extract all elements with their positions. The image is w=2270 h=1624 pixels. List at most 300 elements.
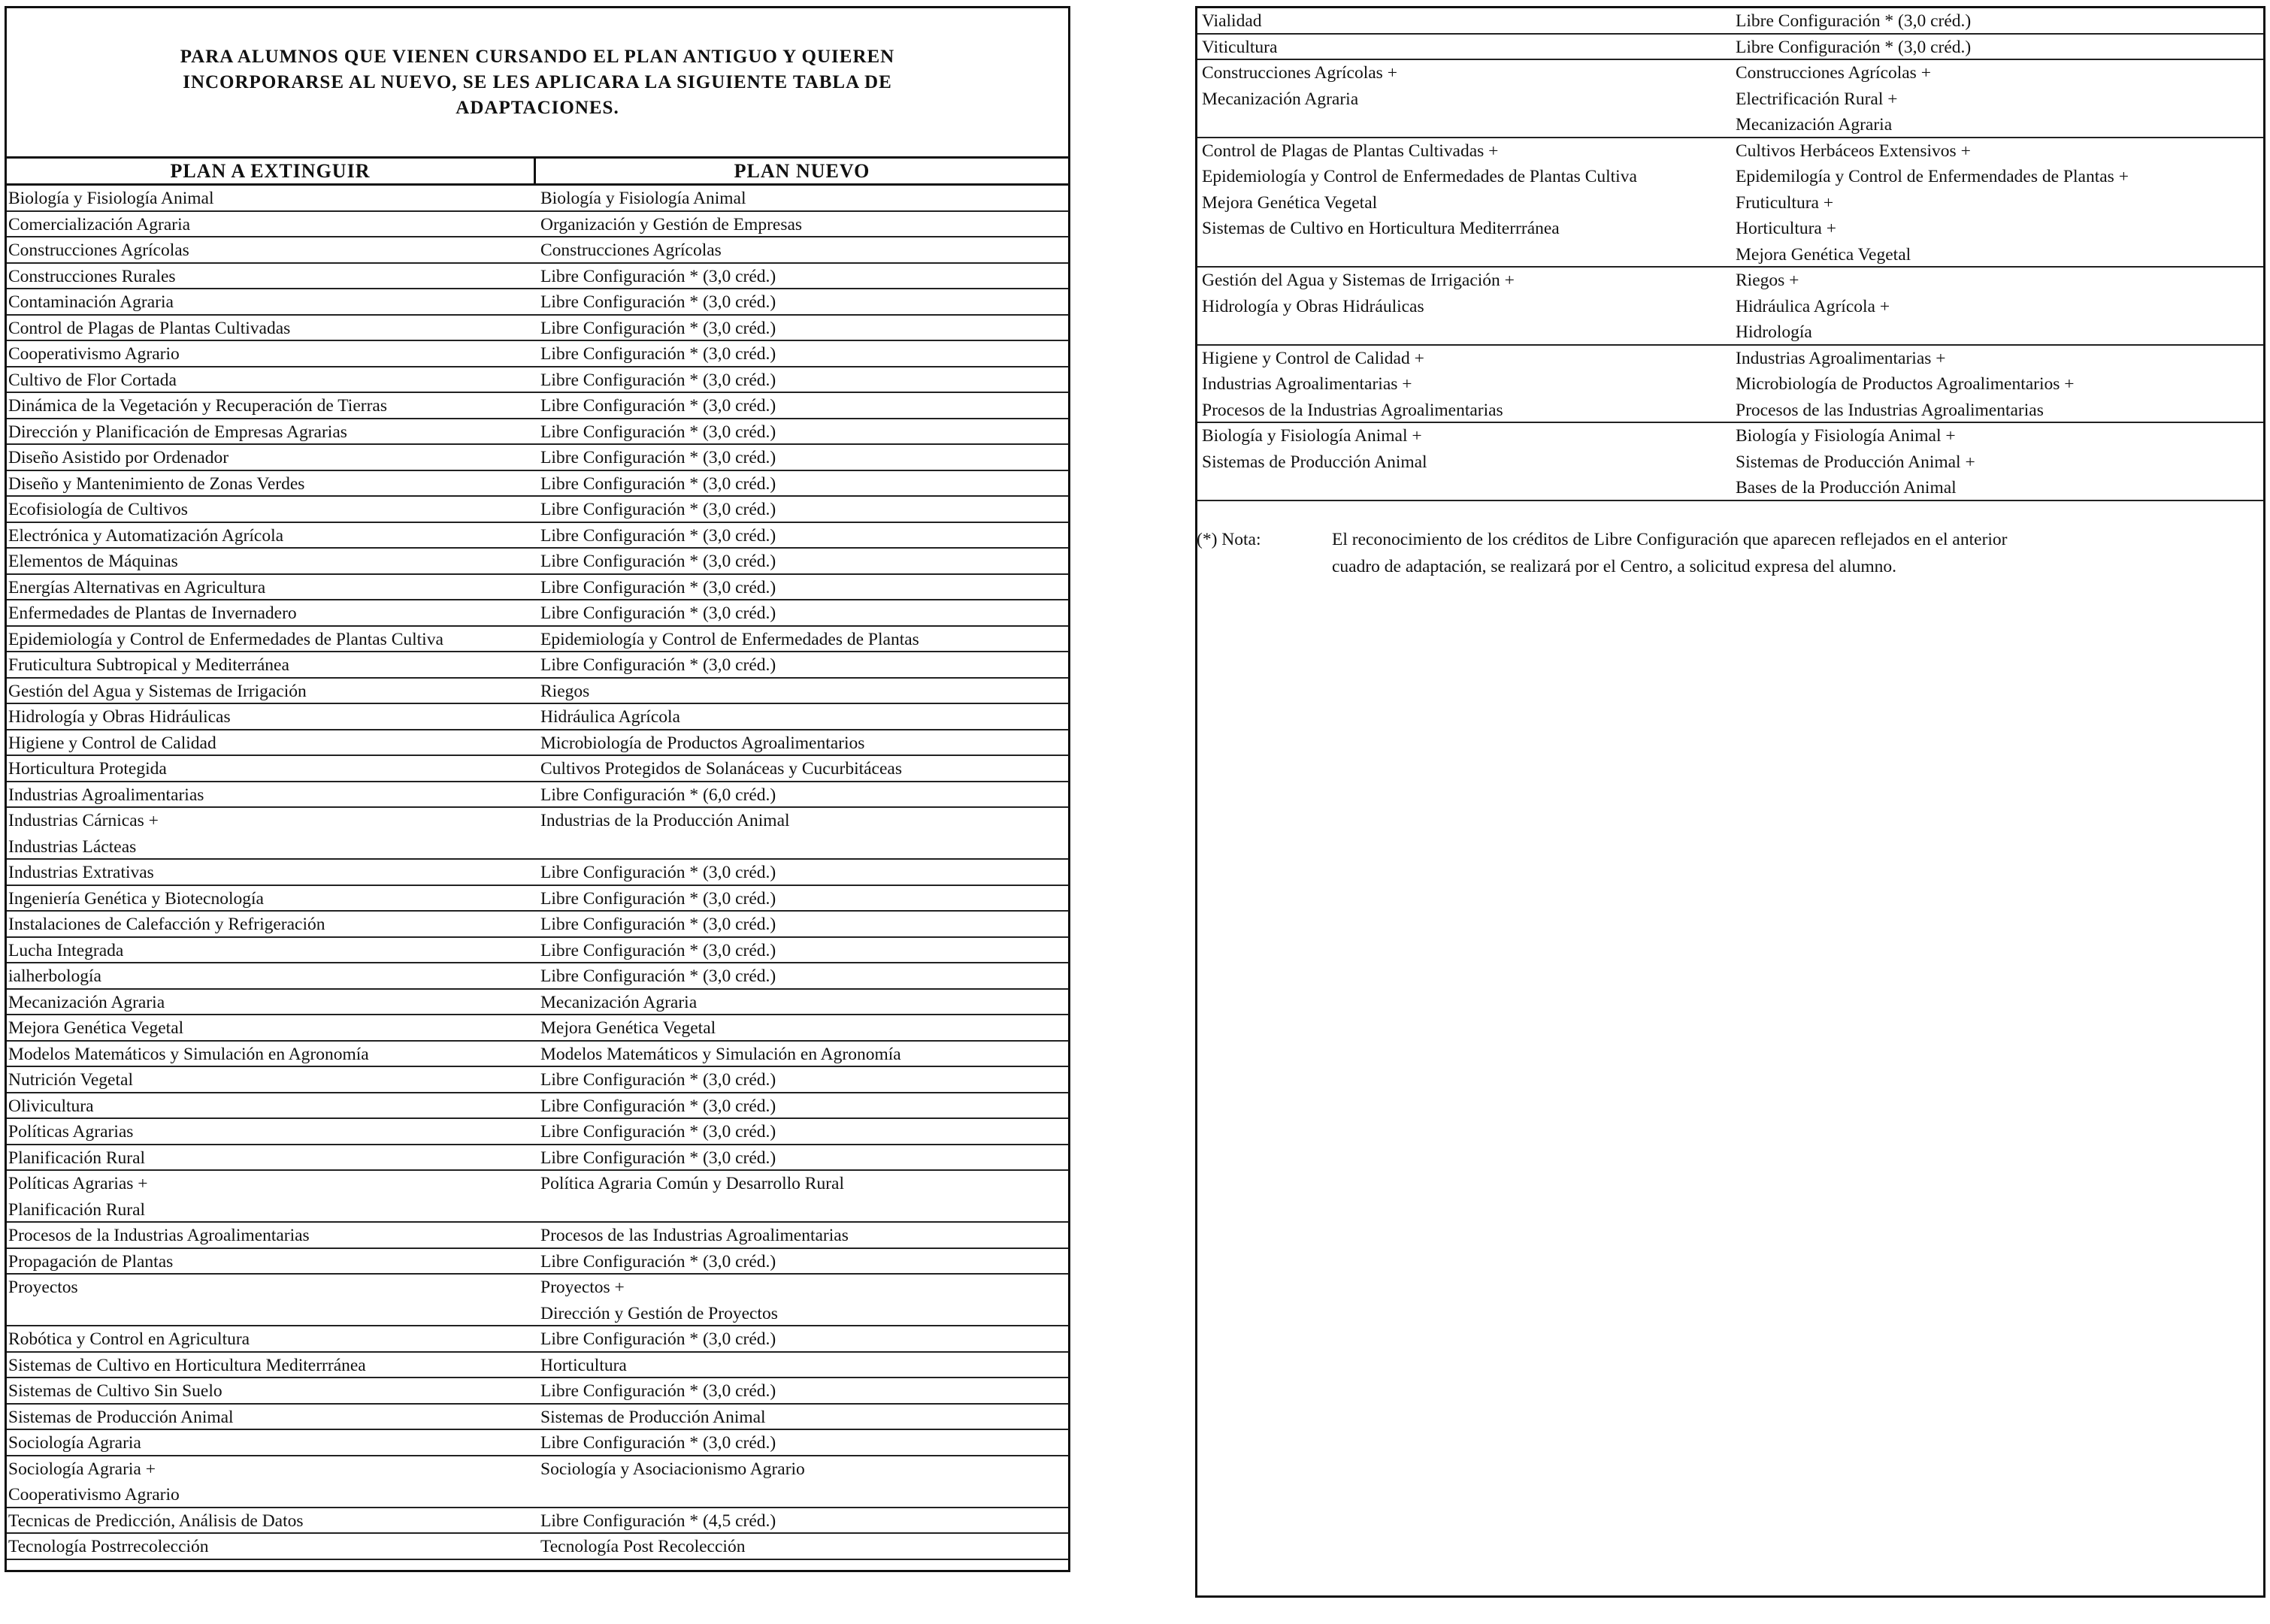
cell-line: Políticas Agrarias	[8, 1122, 134, 1142]
cell-new-plan	[536, 212, 1068, 237]
cell-new-plan	[536, 1119, 1068, 1144]
table-row	[7, 860, 1068, 886]
cell-line: Sociología y Asociacionismo Agrario	[540, 1459, 805, 1479]
cell-line: Libre Configuración * (3,0 créd.)	[540, 318, 776, 338]
cell-line: Libre Configuración * (3,0 créd.)	[540, 1329, 776, 1349]
cell-line: Vialidad	[1202, 11, 1262, 31]
cell-line: Mecanización Agraria	[1736, 115, 1893, 135]
cell-line: Instalaciones de Calefacción y Refrigeración	[8, 915, 325, 934]
table-row	[7, 652, 1068, 679]
cell-new-plan	[536, 938, 1068, 963]
table-row	[7, 1015, 1068, 1042]
table-row	[7, 549, 1068, 575]
footnote-label: (*) Nota:	[1197, 530, 1261, 549]
cell-line: Libre Configuración * (3,0 créd.)	[540, 655, 776, 675]
table-row	[7, 730, 1068, 757]
footnote-line: cuadro de adaptación, se realizará por el Centro, a solicitud expresa del alumno.	[1332, 557, 1897, 576]
table-row	[7, 264, 1068, 290]
cell-new-plan	[1730, 60, 2263, 137]
cell-new-plan	[536, 523, 1068, 548]
table-row	[7, 497, 1068, 523]
cell-old-plan	[7, 1093, 536, 1118]
table-row	[7, 1326, 1068, 1353]
cell-old-plan	[7, 212, 536, 237]
cell-old-plan	[7, 1223, 536, 1247]
cell-new-plan	[536, 1326, 1068, 1351]
cell-new-plan	[536, 1534, 1068, 1559]
cell-line: Diseño Asistido por Ordenador	[8, 448, 229, 467]
cell-new-plan	[536, 237, 1068, 262]
cell-new-plan	[536, 886, 1068, 911]
table-row	[7, 679, 1068, 705]
cell-line: Biología y Fisiología Animal +	[1736, 426, 1956, 446]
cell-line: Microbiología de Productos Agroalimentarios	[540, 733, 865, 753]
cell-old-plan	[7, 1378, 536, 1403]
cell-new-plan	[536, 1353, 1068, 1378]
cell-old-plan	[7, 341, 536, 366]
table-row	[7, 445, 1068, 471]
cell-line: Industrias Lácteas	[8, 836, 137, 857]
cell-old-plan	[7, 237, 536, 262]
cell-line: Libre Configuración * (3,0 créd.)	[540, 577, 776, 597]
cell-old-plan	[7, 1119, 536, 1144]
cell-old-plan	[7, 990, 536, 1015]
cell-old-plan	[7, 186, 536, 210]
cell-new-plan	[536, 782, 1068, 807]
cell-new-plan	[536, 652, 1068, 677]
cell-line: Construcciones Agrícolas	[8, 240, 189, 260]
cell-line: Libre Configuración * (3,0 créd.)	[540, 915, 776, 934]
cell-line: Mejora Genética Vegetal	[540, 1018, 716, 1038]
table-row	[1197, 268, 2263, 346]
cell-new-plan	[1730, 268, 2263, 344]
table-row	[7, 289, 1068, 316]
cell-line: Cultivo de Flor Cortada	[8, 370, 177, 390]
right-table-body	[1197, 8, 2263, 501]
cell-line: Mecanización Agraria	[8, 992, 165, 1012]
table-row	[7, 627, 1068, 653]
cell-line: Ingeniería Genética y Biotecnología	[8, 888, 264, 909]
cell-line: Proyectos +	[540, 1278, 625, 1297]
cell-old-plan	[7, 367, 536, 392]
cell-line: Procesos de las Industrias Agroalimentarias	[540, 1226, 849, 1245]
cell-line: Mejora Genética Vegetal	[1736, 244, 1911, 265]
cell-new-plan	[536, 1378, 1068, 1403]
cell-line: Epidemiología y Control de Enfermedades de Plantas Cultiva	[1202, 167, 1637, 186]
table-row	[1197, 423, 2263, 501]
title-line: ADAPTACIONES.	[456, 97, 619, 118]
cell-old-plan	[7, 264, 536, 289]
cell-line: Procesos de las Industrias Agroalimentarias	[1736, 400, 2044, 420]
table-row	[7, 1042, 1068, 1068]
table-row	[7, 523, 1068, 549]
table-row	[7, 1353, 1068, 1379]
cell-new-plan	[536, 1405, 1068, 1429]
cell-new-plan	[536, 186, 1068, 210]
left-table-body	[7, 186, 1068, 1560]
cell-old-plan	[7, 1015, 536, 1040]
cell-new-plan	[536, 1508, 1068, 1533]
cell-new-plan	[536, 1275, 1068, 1325]
cell-old-plan	[1197, 138, 1730, 267]
cell-old-plan	[7, 1326, 536, 1351]
cell-new-plan	[536, 497, 1068, 522]
cell-line: Ecofisiología de Cultivos	[8, 500, 188, 519]
table-row	[1197, 138, 2263, 268]
page-title	[124, 44, 951, 121]
cell-new-plan	[536, 600, 1068, 625]
table-row	[7, 756, 1068, 782]
cell-old-plan	[7, 652, 536, 677]
cell-line: Fruticultura +	[1736, 192, 1834, 213]
cell-old-plan	[7, 1171, 536, 1221]
cell-line: Cooperativismo Agrario	[8, 344, 180, 364]
cell-line: Sistemas de Producción Animal +	[1736, 452, 1975, 472]
cell-line: Tecnología Postrrecolección	[8, 1537, 209, 1556]
cell-old-plan	[1197, 8, 1730, 33]
cell-line: Gestión del Agua y Sistemas de Irrigación +	[1202, 271, 1515, 290]
cell-line: Libre Configuración * (3,0 créd.)	[540, 266, 776, 286]
table-row	[7, 393, 1068, 419]
table-row	[7, 1534, 1068, 1560]
cell-line: Libre Configuración * (4,5 créd.)	[540, 1511, 776, 1531]
cell-new-plan	[536, 860, 1068, 885]
cell-new-plan	[536, 575, 1068, 600]
cell-line: Construcciones Rurales	[8, 266, 176, 286]
cell-old-plan	[7, 860, 536, 885]
cell-line: Libre Configuración * (3,0 créd.)	[540, 370, 776, 390]
cell-new-plan	[536, 808, 1068, 858]
cell-old-plan	[7, 1405, 536, 1429]
cell-new-plan	[536, 445, 1068, 470]
table-row	[7, 963, 1068, 990]
table-row	[7, 1249, 1068, 1275]
cell-line: Dirección y Gestión de Proyectos	[540, 1303, 778, 1323]
cell-new-plan	[536, 1042, 1068, 1066]
cell-old-plan	[7, 1430, 536, 1455]
cell-line: Libre Configuración * (3,0 créd.)	[540, 552, 776, 571]
cell-line: Proyectos	[8, 1278, 78, 1297]
cell-old-plan	[7, 1456, 536, 1507]
cell-new-plan	[536, 963, 1068, 988]
cell-line: Horticultura +	[1736, 219, 1836, 238]
cell-line: Hidrología	[1736, 322, 1812, 342]
cell-line: Libre Configuración * (3,0 créd.)	[540, 525, 776, 546]
table-row	[1197, 35, 2263, 61]
cell-old-plan	[7, 756, 536, 781]
cell-new-plan	[536, 756, 1068, 781]
cell-line: Contaminación Agraria	[8, 292, 174, 312]
cell-new-plan	[536, 419, 1068, 444]
cell-line: Políticas Agrarias +	[8, 1174, 148, 1193]
left-table-panel	[5, 6, 1070, 1572]
cell-old-plan	[1197, 60, 1730, 137]
cell-old-plan	[7, 782, 536, 807]
table-row	[7, 1171, 1068, 1223]
cell-line: Libre Configuración * (3,0 créd.)	[540, 1070, 776, 1090]
cell-line: Dinámica de la Vegetación y Recuperación de Tierras	[8, 396, 387, 416]
table-row	[7, 1067, 1068, 1093]
cell-line: Fruticultura Subtropical y Mediterránea	[8, 655, 289, 675]
cell-line: Higiene y Control de Calidad +	[1202, 348, 1424, 368]
cell-old-plan	[7, 497, 536, 522]
cell-line: Libre Configuración * (3,0 créd.)	[540, 1096, 776, 1116]
cell-old-plan	[7, 393, 536, 418]
cell-new-plan	[536, 1171, 1068, 1221]
cell-line: Sociología Agraria +	[8, 1459, 156, 1479]
cell-line: Tecnología Post Recolección	[540, 1537, 746, 1556]
cell-new-plan	[536, 393, 1068, 418]
cell-line: Libre Configuración * (3,0 créd.)	[540, 940, 776, 960]
cell-line: Libre Configuración * (3,0 créd.)	[540, 448, 776, 467]
cell-line: Libre Configuración * (3,0 créd.)	[540, 1251, 776, 1272]
table-row	[7, 341, 1068, 367]
table-row	[7, 1405, 1068, 1431]
table-row	[7, 367, 1068, 394]
table-row	[7, 704, 1068, 730]
cell-line: Diseño y Mantenimiento de Zonas Verdes	[8, 473, 305, 494]
cell-old-plan	[1197, 35, 1730, 59]
footnote-line: El reconocimiento de los créditos de Libre Configuración que aparecen reflejados en el anterior	[1332, 530, 2008, 549]
cell-line: Modelos Matemáticos y Simulación en Agronomía	[8, 1044, 369, 1064]
table-row	[7, 1145, 1068, 1172]
cell-line: Biología y Fisiología Animal	[540, 189, 746, 208]
cell-line: Control de Plagas de Plantas Cultivadas +	[1202, 141, 1499, 161]
cell-line: Libre Configuración * (3,0 créd.)	[540, 888, 776, 909]
cell-line: Libre Configuración * (3,0 créd.)	[540, 422, 776, 442]
cell-line: Libre Configuración * (6,0 créd.)	[540, 785, 776, 805]
cell-new-plan	[1730, 423, 2263, 500]
cell-old-plan	[7, 963, 536, 988]
title-line: INCORPORARSE AL NUEVO, SE LES APLICARA LA SIGUIENTE TABLA DE	[183, 71, 892, 92]
cell-old-plan	[7, 808, 536, 858]
cell-line: Libre Configuración * (3,0 créd.)	[540, 500, 776, 519]
cell-line: Libre Configuración * (3,0 créd.)	[540, 966, 776, 986]
cell-old-plan	[7, 1145, 536, 1170]
table-row	[7, 886, 1068, 912]
cell-new-plan	[536, 341, 1068, 366]
cell-line: Biología y Fisiología Animal	[8, 189, 214, 208]
cell-new-plan	[536, 1015, 1068, 1040]
cell-old-plan	[7, 886, 536, 911]
cell-new-plan	[536, 990, 1068, 1015]
cell-line: Propagación de Plantas	[8, 1251, 174, 1272]
cell-line: Hidráulica Agrícola	[540, 707, 680, 727]
cell-old-plan	[7, 549, 536, 573]
cell-line: Mejora Genética Vegetal	[1202, 192, 1378, 213]
right-table-panel	[1195, 6, 2265, 1598]
cell-line: Cultivos Herbáceos Extensivos +	[1736, 141, 1971, 161]
cell-line: Microbiología de Productos Agroalimentarios +	[1736, 374, 2075, 394]
table-row	[1197, 8, 2263, 35]
title-line: PARA ALUMNOS QUE VIENEN CURSANDO EL PLAN ANTIGUO Y QUIEREN	[180, 46, 895, 67]
cell-line: Horticultura	[540, 1355, 627, 1375]
cell-line: Libre Configuración * (3,0 créd.)	[1736, 11, 1972, 31]
cell-new-plan	[536, 1145, 1068, 1170]
cell-line: Viticultura	[1202, 37, 1278, 57]
cell-old-plan	[7, 471, 536, 496]
cell-new-plan	[536, 1430, 1068, 1455]
cell-line: Hidrología y Obras Hidráulicas	[8, 707, 231, 727]
cell-line: Robótica y Control en Agricultura	[8, 1329, 250, 1349]
cell-line: Sociología Agraria	[8, 1433, 141, 1453]
cell-line: Planificación Rural	[8, 1148, 146, 1168]
cell-line: Libre Configuración * (3,0 créd.)	[1736, 37, 1972, 57]
cell-new-plan	[536, 730, 1068, 755]
cell-line: Lucha Integrada	[8, 940, 124, 960]
cell-line: Industrias Agroalimentarias +	[1202, 374, 1412, 394]
cell-line: Construcciones Agrícolas +	[1736, 63, 1931, 83]
cell-line: Electrificación Rural +	[1736, 89, 1898, 109]
table-row	[7, 782, 1068, 809]
cell-line: Horticultura Protegida	[8, 759, 167, 779]
cell-line: Control de Plagas de Plantas Cultivadas	[8, 318, 291, 338]
table-row	[7, 938, 1068, 964]
cell-line: Libre Configuración * (3,0 créd.)	[540, 292, 776, 312]
table-row	[7, 990, 1068, 1016]
cell-old-plan	[7, 627, 536, 652]
cell-line: Construcciones Agrícolas +	[1202, 63, 1397, 83]
table-row	[7, 1119, 1068, 1145]
cell-old-plan	[7, 1042, 536, 1066]
cell-line: Sistemas de Producción Animal	[1202, 452, 1427, 472]
cell-line: Mejora Genética Vegetal	[8, 1018, 184, 1038]
table-row	[7, 808, 1068, 860]
cell-old-plan	[1197, 346, 1730, 422]
cell-line: Industrias Agroalimentarias +	[1736, 348, 1946, 368]
cell-old-plan	[7, 912, 536, 936]
cell-line: Higiene y Control de Calidad	[8, 733, 216, 753]
footnote	[1197, 526, 2174, 580]
cell-line: Dirección y Planificación de Empresas Agrarias	[8, 422, 347, 442]
cell-old-plan	[7, 1249, 536, 1274]
cell-old-plan	[7, 600, 536, 625]
cell-line: Sistemas de Producción Animal	[540, 1407, 766, 1427]
cell-new-plan	[536, 316, 1068, 340]
cell-old-plan	[7, 1275, 536, 1325]
table-row	[1197, 60, 2263, 138]
column-header-old-plan: PLAN A EXTINGUIR	[7, 159, 536, 183]
cell-old-plan	[7, 419, 536, 444]
cell-line: Sistemas de Cultivo en Horticultura Mediterrránea	[1202, 219, 1560, 238]
cell-old-plan	[7, 679, 536, 703]
table-row	[7, 1093, 1068, 1120]
cell-line: Sistemas de Cultivo Sin Suelo	[8, 1381, 222, 1401]
footnote-text	[1332, 526, 2174, 580]
cell-old-plan	[1197, 423, 1730, 500]
cell-line: Nutrición Vegetal	[8, 1070, 133, 1090]
cell-line: Bases de la Producción Animal	[1736, 478, 1957, 497]
cell-line: Epidemilogía y Control de Enfermendades de Plantas +	[1736, 167, 2129, 186]
table-row	[7, 316, 1068, 342]
table-row	[7, 1275, 1068, 1326]
cell-old-plan	[7, 1534, 536, 1559]
cell-line: Libre Configuración * (3,0 créd.)	[540, 1381, 776, 1401]
cell-line: Libre Configuración * (3,0 créd.)	[540, 396, 776, 416]
cell-line: Libre Configuración * (3,0 créd.)	[540, 1148, 776, 1168]
cell-line: Sistemas de Cultivo en Horticultura Mediterrránea	[8, 1355, 366, 1375]
cell-old-plan	[7, 730, 536, 755]
cell-new-plan	[536, 549, 1068, 573]
cell-old-plan	[7, 704, 536, 729]
cell-new-plan	[536, 1067, 1068, 1092]
cell-line: Epidemiología y Control de Enfermedades de Plantas	[540, 629, 919, 649]
table-row	[7, 419, 1068, 446]
cell-line: Enfermedades de Plantas de Invernadero	[8, 603, 297, 623]
cell-line: Libre Configuración * (3,0 créd.)	[540, 1433, 776, 1453]
cell-line: Construcciones Agrícolas	[540, 240, 722, 260]
table-row	[7, 1456, 1068, 1508]
cell-line: Planificación Rural	[8, 1199, 146, 1220]
cell-old-plan	[7, 445, 536, 470]
table-row	[7, 186, 1068, 212]
cell-line: Mecanización Agraria	[1202, 89, 1359, 109]
cell-new-plan	[536, 1223, 1068, 1247]
cell-old-plan	[7, 938, 536, 963]
cell-new-plan	[536, 704, 1068, 729]
cell-line: Electrónica y Automatización Agrícola	[8, 525, 284, 546]
cell-new-plan	[536, 1093, 1068, 1118]
column-header-new-plan: PLAN NUEVO	[734, 160, 870, 182]
cell-old-plan	[7, 1067, 536, 1092]
column-headers	[7, 159, 1068, 186]
cell-new-plan	[1730, 346, 2263, 422]
cell-new-plan	[536, 679, 1068, 703]
cell-line: Industrias Cárnicas +	[8, 811, 159, 830]
table-row	[7, 1508, 1068, 1535]
cell-line: Hidráulica Agrícola +	[1736, 296, 1890, 316]
cell-new-plan	[536, 289, 1068, 314]
cell-new-plan	[536, 1456, 1068, 1507]
cell-line: Gestión del Agua y Sistemas de Irrigación	[8, 681, 307, 701]
cell-old-plan	[7, 289, 536, 314]
cell-old-plan	[7, 523, 536, 548]
cell-line: Libre Configuración * (3,0 créd.)	[540, 863, 776, 882]
cell-line: Organización y Gestión de Empresas	[540, 214, 803, 234]
table-row	[7, 237, 1068, 264]
table-row	[7, 575, 1068, 601]
cell-old-plan	[7, 1353, 536, 1378]
table-row	[7, 1430, 1068, 1456]
cell-line: Industrias Extrativas	[8, 863, 154, 882]
cell-line: Libre Configuración * (3,0 créd.)	[540, 603, 776, 623]
table-row	[7, 600, 1068, 627]
cell-line: Industrias Agroalimentarias	[8, 785, 204, 805]
table-row	[7, 1378, 1068, 1405]
cell-old-plan	[7, 316, 536, 340]
cell-line: Elementos de Máquinas	[8, 552, 178, 571]
cell-new-plan	[536, 1249, 1068, 1274]
cell-line: ialherbología	[8, 966, 101, 986]
table-row	[7, 1223, 1068, 1249]
cell-line: Biología y Fisiología Animal +	[1202, 426, 1422, 446]
cell-line: Riegos	[540, 681, 590, 701]
table-row	[7, 912, 1068, 938]
cell-new-plan	[1730, 8, 2263, 33]
cell-line: Olivicultura	[8, 1096, 94, 1116]
cell-line: Sistemas de Producción Animal	[8, 1407, 234, 1427]
cell-line: Procesos de la Industrias Agroalimentarias	[1202, 400, 1503, 420]
cell-line: Energías Alternativas en Agricultura	[8, 577, 266, 597]
cell-line: Modelos Matemáticos y Simulación en Agronomía	[540, 1044, 901, 1064]
cell-new-plan	[536, 367, 1068, 392]
cell-line: Procesos de la Industrias Agroalimentarias	[8, 1226, 310, 1245]
cell-new-plan	[1730, 138, 2263, 267]
cell-old-plan	[1197, 268, 1730, 344]
cell-line: Epidemiología y Control de Enfermedades de Plantas Cultiva	[8, 629, 443, 649]
cell-new-plan	[536, 912, 1068, 936]
cell-line: Mecanización Agraria	[540, 992, 698, 1012]
